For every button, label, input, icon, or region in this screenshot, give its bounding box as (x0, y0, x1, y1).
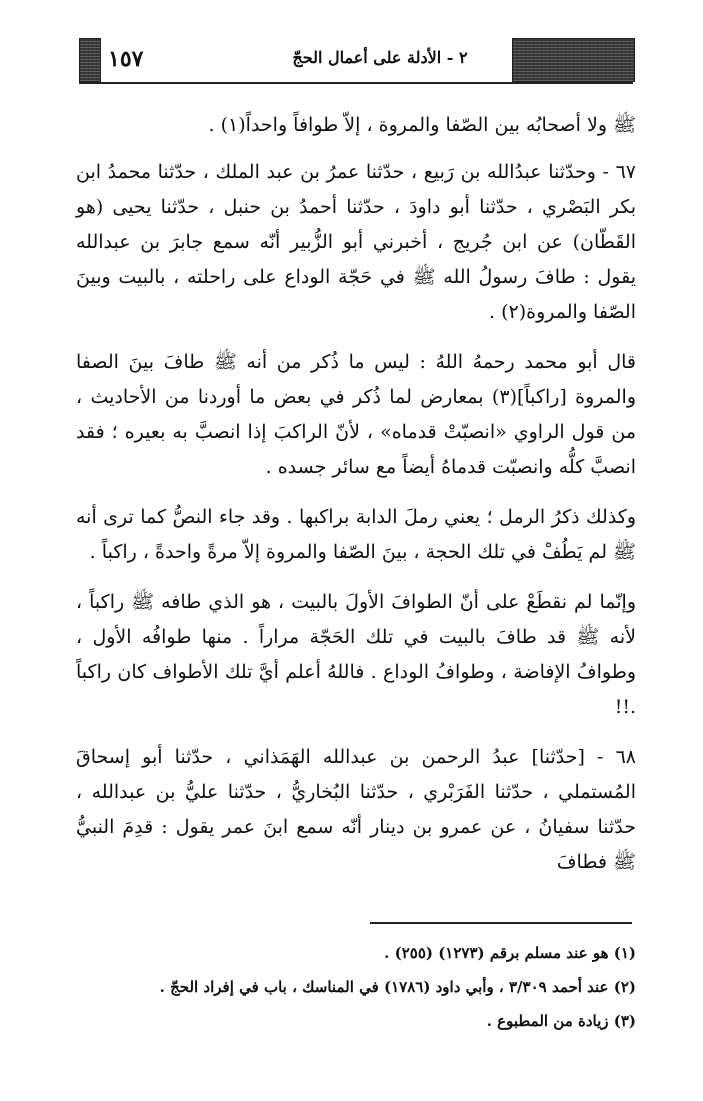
page-header (0, 38, 703, 82)
header-decoration-right (512, 38, 635, 82)
footnotes (76, 936, 636, 1038)
footnote: (٢) عند أحمد ٣/٣٠٩ ، وأبي داود (١٧٨٦) في المناسك ، باب في إفراد الحجّ . (159, 978, 636, 996)
paragraph: وكذلك ذكرُ الرمل ؛ يعني رملَ الدابة براكبها . وقد جاء النصُّ كما ترى أنه ﷺ لم يَطُفْ في تلك الحجة ، بينَ الصّفا والمروة إلاّ مرةً واحدةً ، راكباً . (76, 506, 636, 563)
paragraph: وإنّما لم نقطَعْ على أنّ الطوافَ الأولَ بالبيت ، هو الذي طافه ﷺ راكباً ، لأنه ﷺ قد طافَ بالبيت في تلك الحَجّة مراراً . منها طوافُه الأول ، وطوافُ الإفاضة ، وطوافُ الوداع . فاللهُ أعلم أيَّ تلك الأطواف كان راكباً .!! (76, 591, 636, 718)
page-number: ١٥٧ (108, 46, 144, 72)
header-decoration-left (79, 38, 101, 82)
footnote: (١) هو عند مسلم برقم (١٢٧٣) (٢٥٥) . (384, 944, 636, 962)
footnote: (٣) زيادة من المطبوع . (486, 1012, 636, 1030)
paragraph: ﷺ ولا أصحابُه بين الصّفا والمروة ، إلاّ طوافاً واحداً(١) . (208, 114, 636, 136)
running-title: ٢ - الأدلة على أعمال الحجّ (292, 48, 468, 67)
footnote-separator (370, 922, 632, 924)
main-text (76, 108, 636, 895)
header-rule (79, 82, 633, 84)
paragraph: قال أبو محمد رحمهُ اللهُ : ليس ما ذُكر من أنه ﷺ طافَ بينَ الصفا والمروة [راكباً](٣) بمعارض لما ذُكر في بعض ما أوردنا من الأحاديث ، من قول الراوي «انصبّتْ قدماه» ، لأنّ الراكبَ إذا انصبَّ به بعيره ؛ فقد انصبَّ كلُّه وانصبّت قدماهُ أيضاً مع سائر جسده . (76, 351, 637, 478)
paragraph: ٦٧ - وحدّثنا عبدُالله بن رَبيع ، حدّثنا عمرُ بن عبد الملك ، حدّثنا محمدُ ابن بكر البَصْري ، حدّثنا أبو داودَ ، حدّثنا أحمدُ بن حنبل ، حدّثنا يحيى (هو القَطّان) عن ابن جُريج ، أخبرني أبو الزُّبير أنّه سمع جابرَ بن عبدالله يقول : طافَ رسولُ الله ﷺ في حَجّة الوداع على راحلته ، بالبيت وبينَ الصّفا والمروة(٢) . (76, 161, 636, 323)
paragraph: ٦٨ - [حدّثنا] عبدُ الرحمن بن عبدالله الهَمَذاني ، حدّثنا أبو إسحاقَ المُستملي ، حدّثنا الفَرَبْري ، حدّثنا البُخاريُّ ، حدّثنا عليُّ بن عبدالله ، حدّثنا سفيانُ ، عن عمرو بن دينار أنّه سمع ابنَ عمر يقول : قدِمَ النبيُّ ﷺ فطافَ (76, 746, 636, 873)
